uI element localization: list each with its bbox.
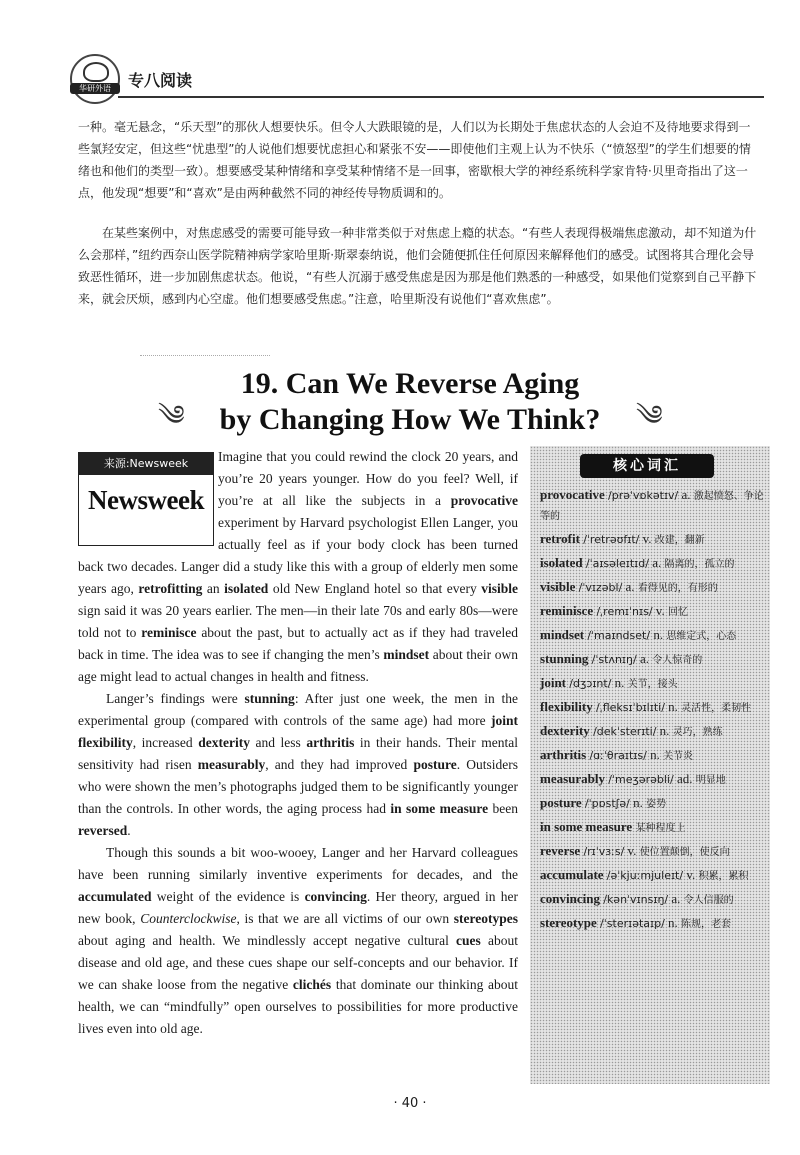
vocab-pron: /ˌremɪˈnɪs/ bbox=[596, 605, 653, 618]
article-paragraph: Though this sounds a bit woo-wooey, Langer and her Harvard colleagues have been running similarly inventive experiments for decades, and the accumulated weight of the evidence is convincing. Her theory, argued in her new book, Counterclockwise, is that we are all victims of our own stereotypes about aging and health. We mindlessly accept negative cultural cues about disease and old age, and these cues shape our self-concepts and our behavior. If we can shake loose from the negative clichés that dominate our thinking about health, we can “mindfully” open ourselves to possibilities for more productive lives even into old age. bbox=[78, 845, 518, 1036]
vocab-word: retrofit bbox=[540, 531, 580, 546]
vocab-def: 某种程度上 bbox=[635, 823, 686, 834]
newsweek-logo: Newsweek bbox=[88, 485, 204, 515]
vocab-entry bbox=[540, 530, 764, 550]
vocab-def: 隔离的，孤立的 bbox=[664, 559, 735, 570]
vocab-pron: /dekˈsterɪti/ bbox=[593, 725, 657, 738]
page-number: · 40 · bbox=[393, 1096, 427, 1111]
translation-paragraph: 一种。毫无悬念，“乐天型”的那伙人想要快乐。但令人大跌眼镜的是，人们以为长期处于焦虑状态的人会迫不及待地要求得到一些氯羟安定，但这些“忧患型”的人说他们想要忧虑担心和紧张不安——即使他们主观上认为不快乐（“愤怒型”的学生们想要的情绪也和他们的类型一致）。想要感受某种情绪和享受某种情绪不是一回事，密歇根大学的神经系统科学家肯特·贝里奇指出了这一点，他发现“想要”和“喜欢”是由两种截然不同的神经传导物质调和的。 bbox=[78, 120, 751, 200]
vocab-word: mindset bbox=[540, 627, 585, 642]
vocab-pron: /ˈmaɪndset/ bbox=[587, 629, 651, 642]
vocab-def: 回忆 bbox=[667, 607, 688, 618]
vocab-def: 明显地 bbox=[695, 775, 726, 786]
owl-icon bbox=[83, 62, 109, 82]
vocab-pos: a. bbox=[671, 891, 681, 906]
title-line: 19. Can We Reverse Aging bbox=[240, 367, 580, 400]
vocab-entry bbox=[540, 674, 764, 694]
vocab-word: joint bbox=[540, 675, 566, 690]
vocab-def: 关节，接头 bbox=[627, 679, 678, 690]
vocab-def: 使位置颠倒，使反向 bbox=[639, 847, 730, 858]
vocab-def: 令人惊奇的 bbox=[652, 655, 703, 666]
vocab-word: in some measure bbox=[540, 819, 633, 834]
vocab-entry bbox=[540, 842, 764, 862]
vocab-word: posture bbox=[540, 795, 582, 810]
vocab-pron: /ˈretrəʊfɪt/ bbox=[583, 533, 640, 546]
vocab-entry bbox=[540, 770, 764, 790]
title-line: by Changing How We Think? bbox=[219, 403, 601, 436]
vocab-pos: n. bbox=[668, 699, 678, 714]
vocab-pos: ad. bbox=[676, 771, 693, 786]
vocab-word: accumulate bbox=[540, 867, 604, 882]
vocab-word: flexibility bbox=[540, 699, 593, 714]
vocab-def: 令人信服的 bbox=[683, 895, 734, 906]
vocab-entry bbox=[540, 890, 764, 910]
vocabulary-list bbox=[540, 486, 764, 938]
vocabulary-title: 核心词汇 bbox=[580, 454, 714, 478]
vocab-word: stunning bbox=[540, 651, 589, 666]
vocab-def: 关节炎 bbox=[663, 751, 694, 762]
publisher-logo bbox=[70, 54, 120, 104]
article-title bbox=[200, 366, 620, 438]
vocab-pron: /əˈkjuːmjuleɪt/ bbox=[606, 869, 684, 882]
vocab-def: 思维定式，心态 bbox=[666, 631, 737, 642]
vocab-pron: /ˈsterɪətaɪp/ bbox=[600, 917, 665, 930]
vocab-entry bbox=[540, 578, 764, 598]
vocab-entry bbox=[540, 794, 764, 814]
vocab-pron: /kənˈvɪnsɪŋ/ bbox=[603, 893, 669, 906]
left-flourish-icon: ༄ bbox=[158, 401, 185, 432]
vocab-word: isolated bbox=[540, 555, 583, 570]
vocab-pos: v. bbox=[686, 867, 696, 882]
vocab-word: provocative bbox=[540, 487, 605, 502]
vocab-pos: a. bbox=[681, 487, 691, 502]
vocab-word: reverse bbox=[540, 843, 581, 858]
vocab-pos: n. bbox=[659, 723, 670, 738]
vocab-pos: n. bbox=[614, 675, 625, 690]
vocab-pron: /ˈvɪzəbl/ bbox=[578, 581, 623, 594]
vocab-pos: a. bbox=[639, 651, 649, 666]
vocab-entry bbox=[540, 866, 764, 886]
vocab-word: arthritis bbox=[540, 747, 587, 762]
vocab-pron: /ˌfleksɪˈbɪlɪti/ bbox=[595, 701, 665, 714]
section-title: 专八阅读 bbox=[128, 71, 193, 90]
source-label: 来源:Newsweek bbox=[79, 453, 213, 475]
vocab-def: 灵巧，熟练 bbox=[672, 727, 723, 738]
vocab-def: 改建，翻新 bbox=[654, 535, 705, 546]
article-paragraph: Imagine that you could rewind the clock 20 years, and you’re 20 years younger. How do you feel? Well, if you’re at all like the subjects in a provocative experiment by Harvard psychologist Ellen Langer, you actually feel as if your body clock has been turned back two decades. Langer did a study like this with a group of elderly men some years ago, retrofitting an isolated old New England hotel so that every visible sign said it was 20 years earlier. The men—in their late 70s and early 80s—were told not to reminisce about the past, but to actually act as if they had traveled back in time. The idea was to see if changing the men’s mindset about their own age might lead to actual changes in health and fitness. bbox=[78, 449, 518, 684]
vocab-pos: v. bbox=[627, 843, 637, 858]
vocab-pron: /rɪˈvɜːs/ bbox=[583, 845, 625, 858]
vocab-pron: /prəˈvɒkətɪv/ bbox=[608, 489, 679, 502]
vocab-entry bbox=[540, 698, 764, 718]
right-flourish-icon: ༄ bbox=[636, 401, 663, 432]
vocab-pron: /ˈmeʒərəbli/ bbox=[608, 773, 674, 786]
vocab-entry bbox=[540, 722, 764, 742]
vocab-def: 看得见的，有形的 bbox=[637, 583, 718, 594]
article-paragraph: Langer’s findings were stunning: After just one week, the men in the experimental group (compared with controls of the same age) had more joint flexibility, increased dexterity and less arthritis in their hands. Their mental sensitivity had risen measurably, and they had improved posture. Outsiders who were shown the men’s photographs judged them to be significantly younger than the controls. In other words, the aging process had in some measure been reversed. bbox=[78, 691, 519, 838]
vocab-pos: n. bbox=[633, 795, 643, 810]
vocab-pron: /ɑːˈθraɪtɪs/ bbox=[589, 749, 647, 762]
header-divider bbox=[118, 96, 764, 98]
vocab-entry bbox=[540, 602, 764, 622]
vocab-pos: a. bbox=[625, 579, 635, 594]
vocab-pron: /ˈpɒstʃə/ bbox=[584, 797, 630, 810]
vocab-entry bbox=[540, 914, 764, 934]
vocab-pos: v. bbox=[655, 603, 665, 618]
vocab-pron: /ˈstʌnɪŋ/ bbox=[591, 653, 637, 666]
translation-paragraph: 在某些案例中，对焦虑感受的需要可能导致一种非常类似于对焦虑上瘾的状态。“有些人表现得极端焦虑激动，却不知道为什么会那样，”纽约西奈山医学院精神病学家哈里斯·斯翠泰纳说，他们会随便抓住任何原因来解释他们的感受。试图将其合理化会导致恶性循环，进一步加剧焦虑状态。他说，“有些人沉溺于感受焦虑是因为那是他们熟悉的一种感受，如果他们觉察到自己平静下来，就会厌烦，感到内心空虚。他们想要感受焦虑。”注意，哈里斯没有说他们“喜欢焦虑”。 bbox=[78, 226, 757, 306]
vocab-word: stereotype bbox=[540, 915, 597, 930]
vocab-entry bbox=[540, 818, 764, 838]
vocab-word: visible bbox=[540, 579, 576, 594]
vocab-pos: n. bbox=[653, 627, 664, 642]
logo-text: 华研外语 bbox=[70, 83, 120, 94]
vocab-pron: /ˈaɪsəleɪtɪd/ bbox=[585, 557, 649, 570]
vocab-pron: /dʒɔɪnt/ bbox=[569, 677, 612, 690]
decorative-dots bbox=[140, 355, 270, 357]
vocab-word: measurably bbox=[540, 771, 605, 786]
vocab-def: 陈规，老套 bbox=[681, 919, 732, 930]
vocab-def: 积累，累积 bbox=[698, 871, 749, 882]
vocab-entry bbox=[540, 746, 764, 766]
vocab-entry bbox=[540, 554, 764, 574]
vocab-entry bbox=[540, 650, 764, 670]
source-box-spacer bbox=[78, 446, 218, 554]
vocab-def: 姿势 bbox=[646, 799, 667, 810]
vocab-pos: n. bbox=[668, 915, 678, 930]
vocab-word: reminisce bbox=[540, 603, 594, 618]
vocab-def: 激起愤怒、争论等的 bbox=[540, 491, 764, 522]
vocabulary-sidebar bbox=[530, 446, 770, 1084]
vocab-word: convincing bbox=[540, 891, 600, 906]
vocab-pos: v. bbox=[642, 531, 652, 546]
vocab-entry bbox=[540, 626, 764, 646]
article-body bbox=[78, 446, 518, 1040]
vocab-def: 灵活性，柔韧性 bbox=[681, 703, 752, 714]
vocab-word: dexterity bbox=[540, 723, 590, 738]
vocab-pos: a. bbox=[652, 555, 662, 570]
vocab-pos: n. bbox=[650, 747, 660, 762]
vocab-entry bbox=[540, 486, 764, 526]
